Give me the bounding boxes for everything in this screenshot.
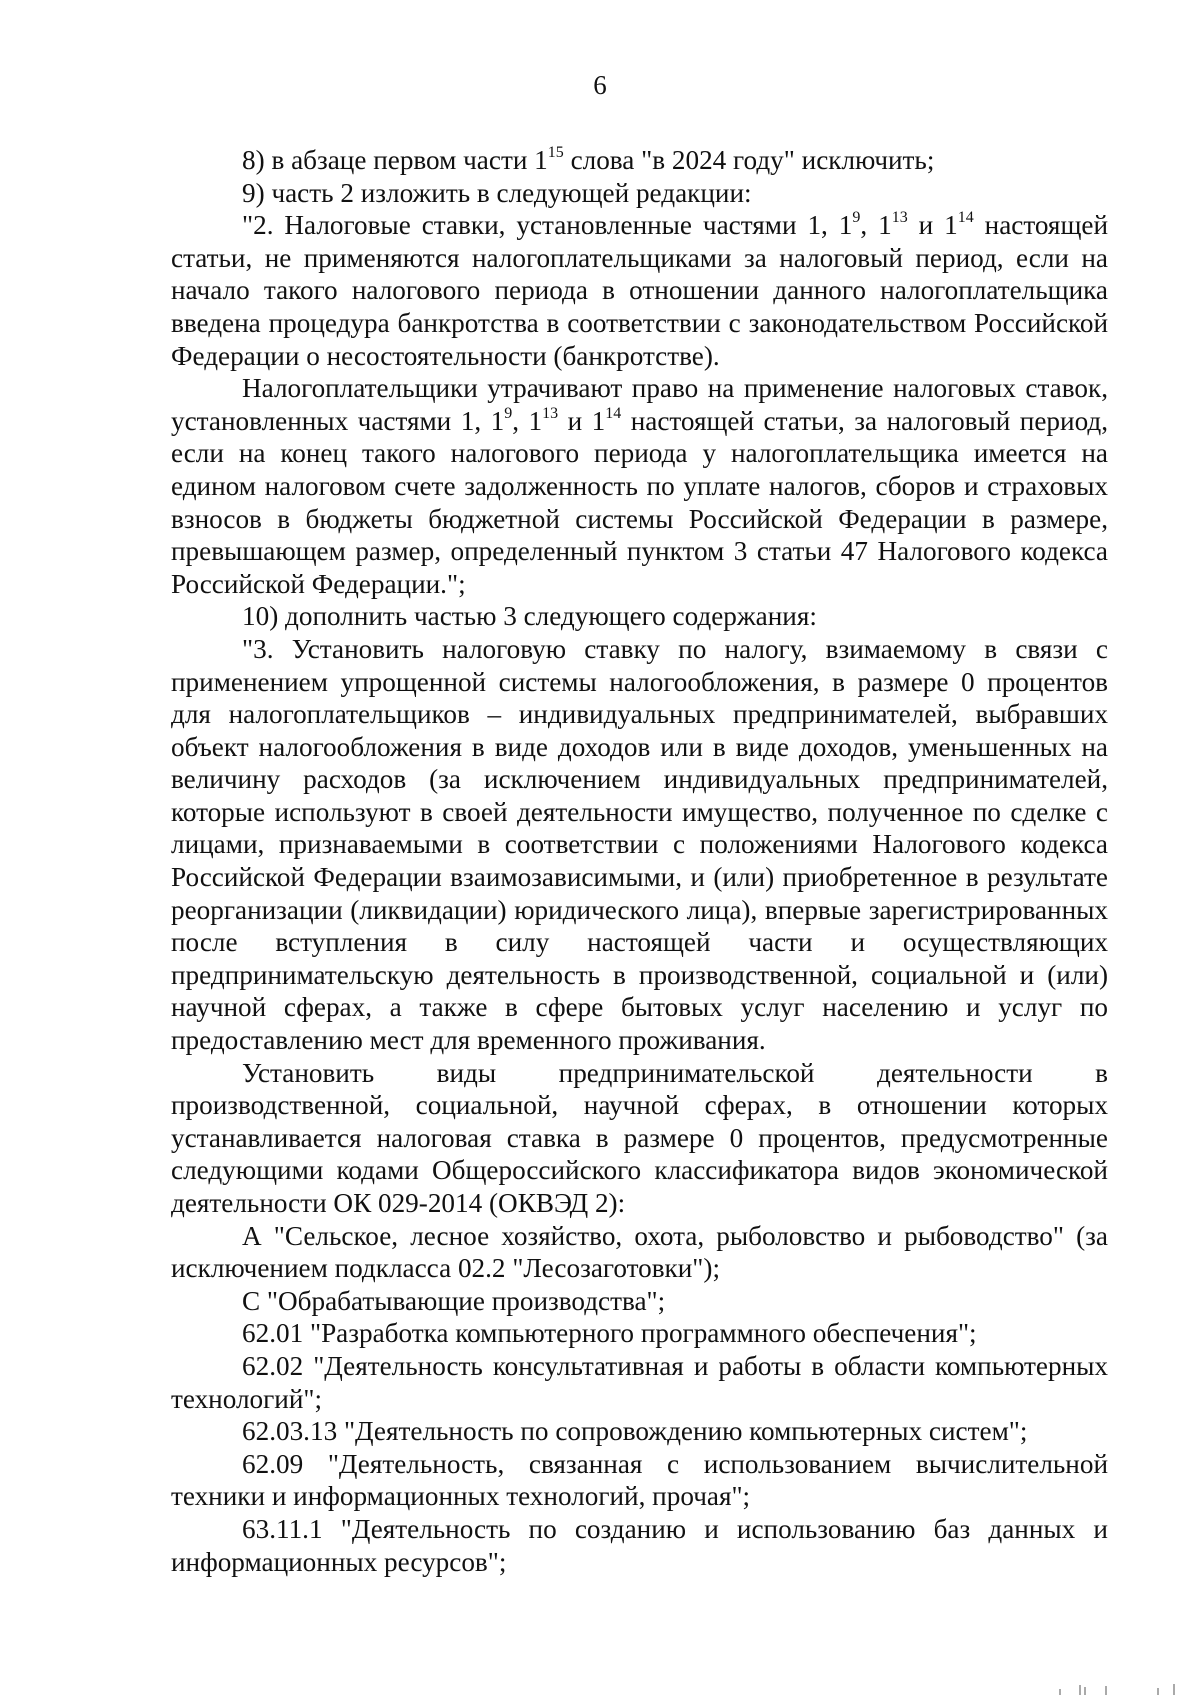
paragraph-code-c: С "Обрабатывающие производства"; <box>242 1285 666 1316</box>
scan-artifact-marks <box>1058 1681 1178 1695</box>
superscript: 14 <box>957 209 974 227</box>
paragraph-code-62-09: 62.09 "Деятельность, связанная с использованием вычислительной техники и информационных технологий, прочая"; <box>171 1448 1108 1512</box>
paragraph-code-a: А "Сельское, лесное хозяйство, охота, рыболовство и рыбоводство" (за исключением подкласса 02.2 "Лесозаготовки"); <box>171 1220 1108 1284</box>
paragraph-part-2: "2. Налоговые ставки, установленные частями 1, $1^9$, $1^{13}$ и $1^{14}$ настоящей статьи, не применяются налогоплательщиками за налоговый период, если на начало такого налогового периода в отношении данного налогоплательщика введена процедура банкротства в соответствии с законодательством Российской Федерации о несостоятельности (банкротстве). <box>171 209 1108 371</box>
paragraph-item-10: 10) дополнить частью 3 следующего содержания: <box>242 601 817 632</box>
paragraph-code-63-11-1: 63.11.1 "Деятельность по созданию и использованию баз данных и информационных ресурсов"; <box>171 1513 1108 1577</box>
superscript: 15 <box>547 144 564 161</box>
document-body <box>171 144 1108 1578</box>
paragraph-item-8: 8) в абзаце первом части $1^{15}$ слова "в 2024 году" исключить; <box>242 144 935 175</box>
paragraph-code-62-02: 62.02 "Деятельность консультативная и работы в области компьютерных технологий"; <box>171 1350 1108 1414</box>
superscript: 9 <box>504 404 513 422</box>
paragraph-code-62-01: 62.01 "Разработка компьютерного программного обеспечения"; <box>242 1318 977 1349</box>
paragraph-activity-types: Установить виды предпринимательской деятельности в производственной, социальной, научной сферах, в отношении которых устанавливается налоговая ставка в размере 0 процентов, предусмотренные следующими кодами Общероссийского классификатора видов экономической деятельности ОК 029-2014 (ОКВЭД 2): <box>171 1057 1108 1218</box>
superscript: 9 <box>852 209 861 227</box>
paragraph-part-3: "3. Установить налоговую ставку по налогу, взимаемому в связи с применением упрощенной системы налогообложения, в размере 0 процентов для налогоплательщиков – индивидуальных предпринимателей, выбравших объект налогообложения в виде доходов или в виде доходов, уменьшенных на величину расходов (за исключением индивидуальных предпринимателей, которые используют в своей деятельности имущество, полученное по сделке с лицами, признаваемыми в соответствии с положениями Налогового кодекса Российской Федерации взаимозависимыми, и (или) приобретенное в результате реорганизации (ликвидации) юридического лица), впервые зарегистрированных после вступления в силу настоящей части и осуществляющих предпринимательскую деятельность в производственной, социальной и (или) научной сферах, а также в сфере бытовых услуг населению и услуг по предоставлению мест для временного проживания. <box>171 633 1108 1056</box>
paragraph-taxpayers-lose-right: Налогоплательщики утрачивают право на применение налоговых ставок, установленных частями 1, $1^9$, $1^{13}$ и $1^{14}$ настоящей статьи, за налоговый период, если на конец такого налогового периода у налогоплательщика имеется на едином налоговом счете задолженность по уплате налогов, сборов и страховых взносов в бюджеты бюджетной системы Российской Федерации в размере, превышающем размер, определенный пунктом 3 статьи 47 Налогового кодекса Российской Федерации."; <box>171 373 1109 599</box>
paragraph-item-9: 9) часть 2 изложить в следующей редакции: <box>242 177 752 208</box>
superscript: 13 <box>891 209 908 227</box>
page-number: 6 <box>593 70 607 100</box>
paragraph-code-62-03-13: 62.03.13 "Деятельность по сопровождению компьютерных систем"; <box>242 1416 1028 1447</box>
superscript: 14 <box>605 404 622 422</box>
superscript: 13 <box>542 404 559 422</box>
